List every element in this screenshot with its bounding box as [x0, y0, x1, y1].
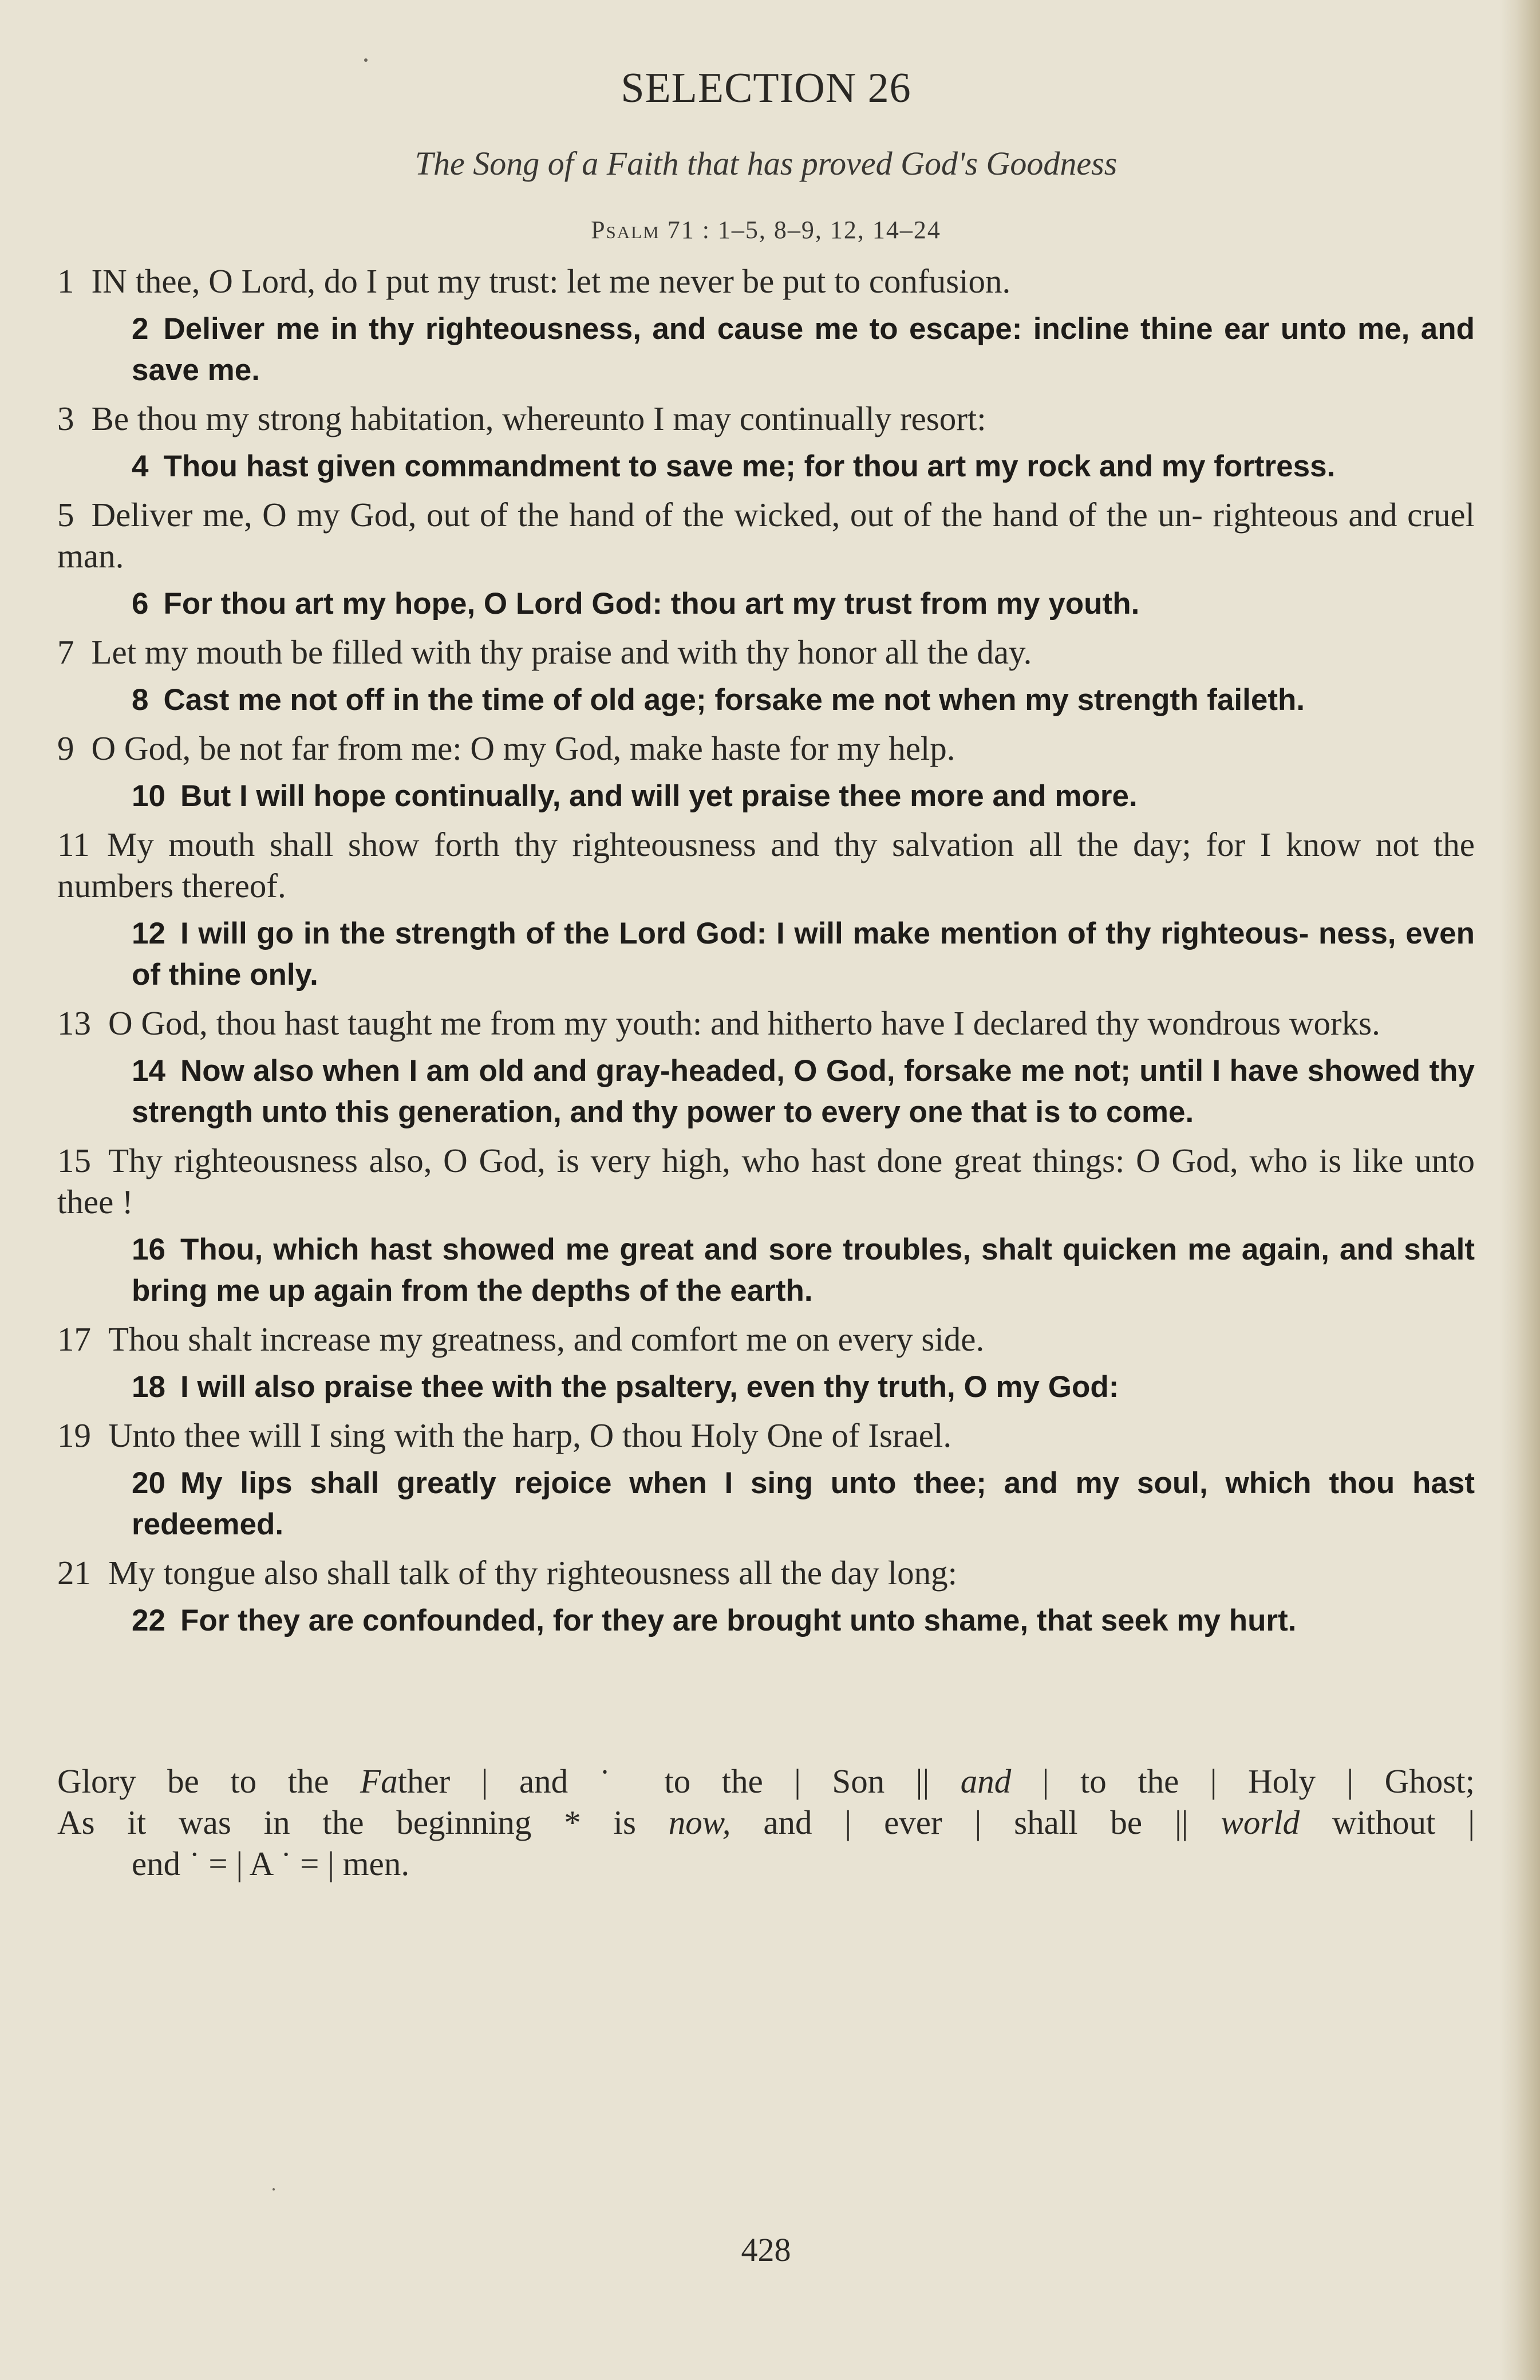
gloria-emphasis: Fa	[360, 1762, 398, 1800]
verse-text: IN thee, O Lord, do I put my trust: let me never be put to confusion.	[91, 262, 1011, 300]
gloria-text: without |	[1300, 1803, 1475, 1841]
verse-text: My tongue also shall talk of thy righteousness all the day long:	[108, 1554, 957, 1592]
verse-minister	[57, 261, 1475, 302]
verse-list	[57, 261, 1475, 1648]
print-speck	[273, 2188, 275, 2190]
verse-text: O God, thou hast taught me from my youth: and hitherto have I declared thy wondrous works.	[108, 1004, 1380, 1042]
verse-text: Let my mouth be filled with thy praise and with thy honor all the day.	[91, 633, 1032, 671]
verse-number: 7	[57, 633, 74, 671]
verse-people	[57, 583, 1475, 625]
gloria-emphasis: now,	[668, 1803, 731, 1841]
verse-people	[57, 1463, 1475, 1545]
verse-number: 14	[132, 1054, 165, 1088]
verse-number: 2	[132, 312, 149, 346]
verse-people	[57, 680, 1475, 721]
verse-people	[57, 446, 1475, 487]
verse-people	[57, 913, 1475, 996]
page-number: 428	[741, 2231, 791, 2268]
verse-number: 16	[132, 1233, 165, 1266]
gloria-patri	[57, 1761, 1475, 1884]
verse-text: Now also when I am old and gray-headed, O God, forsake me not; until I have showed thy strength unto this generation, and thy power to every one that is to come.	[132, 1054, 1475, 1129]
verse-number: 13	[57, 1004, 91, 1042]
verse-minister	[57, 398, 1475, 439]
gloria-line-1	[57, 1761, 1475, 1802]
verse-number: 8	[132, 683, 149, 717]
verse-number: 5	[57, 496, 74, 534]
verse-minister	[57, 1319, 1475, 1360]
verse-number: 20	[132, 1466, 165, 1500]
verse-text: For they are confounded, for they are brought unto shame, that seek my hurt.	[180, 1604, 1297, 1637]
verse-minister	[57, 1415, 1475, 1456]
gloria-text: and | ever | shall be ||	[730, 1803, 1221, 1841]
print-speck	[364, 58, 368, 62]
verse-number: 9	[57, 729, 74, 767]
verse-number: 19	[57, 1416, 91, 1454]
verse-number: 21	[57, 1554, 91, 1592]
gloria-emphasis: world	[1221, 1803, 1300, 1841]
verse-text: Thou hast given commandment to save me; for thou art my rock and my fortress.	[163, 449, 1336, 483]
verse-text: Cast me not off in the time of old age; forsake me not when my strength faileth.	[163, 683, 1305, 717]
psalm-verses: 71 : 1–5, 8–9, 12, 14–24	[660, 216, 941, 244]
verse-minister	[57, 1140, 1475, 1222]
verse-people	[57, 1051, 1475, 1133]
gloria-text: ther | and ˙ to the | Son ||	[397, 1762, 961, 1800]
verse-text: Unto thee will I sing with the harp, O thou Holy One of Israel.	[108, 1416, 952, 1454]
verse-number: 1	[57, 262, 74, 300]
verse-number: 10	[132, 779, 165, 813]
verse-text: I will go in the strength of the Lord God: I will make mention of thy righteous- ness, even of thine only.	[132, 917, 1475, 992]
verse-text: Deliver me, O my God, out of the hand of the wicked, out of the hand of the un- righteous and cruel man.	[57, 496, 1475, 575]
selection-subtitle: The Song of a Faith that has proved God's Goodness	[414, 145, 1118, 182]
verse-text: I will also praise thee with the psaltery, even thy truth, O my God:	[180, 1370, 1119, 1404]
verse-number: 22	[132, 1604, 165, 1637]
verse-people	[57, 1600, 1475, 1641]
verse-minister	[57, 631, 1475, 673]
verse-people	[57, 1229, 1475, 1312]
verse-text: But I will hope continually, and will yet praise thee more and more.	[180, 779, 1138, 813]
verse-text: Thy righteousness also, O God, is very high, who hast done great things: O God, who is like unto thee !	[57, 1142, 1475, 1221]
verse-text: Thou, which hast showed me great and sore troubles, shalt quicken me again, and shalt bring me up again from the depths of the earth.	[132, 1233, 1475, 1308]
gloria-line-3: end ˙ = | A ˙ = | men.	[132, 1845, 410, 1882]
verse-number: 18	[132, 1370, 165, 1404]
verse-minister	[57, 1552, 1475, 1593]
verse-number: 11	[57, 826, 90, 863]
verse-number: 15	[57, 1142, 91, 1179]
psalm-label: Psalm	[591, 216, 660, 244]
verse-text: For thou art my hope, O Lord God: thou art my trust from my youth.	[163, 587, 1140, 621]
verse-text: My mouth shall show forth thy righteousness and thy salvation all the day; for I know not the numbers thereof.	[57, 826, 1475, 905]
verse-people	[57, 1367, 1475, 1408]
page-edge	[1500, 0, 1540, 2380]
psalm-reference	[57, 215, 1475, 244]
verse-text: Be thou my strong habitation, whereunto I may continually resort:	[91, 400, 986, 437]
verse-text: O God, be not far from me: O my God, make haste for my help.	[91, 729, 955, 767]
verse-people	[57, 309, 1475, 391]
gloria-text: As it was in the beginning * is	[57, 1803, 669, 1841]
verse-number: 12	[132, 917, 165, 950]
verse-minister	[57, 824, 1475, 906]
verse-number: 3	[57, 400, 74, 437]
verse-text: Thou shalt increase my greatness, and comfort me on every side.	[108, 1320, 985, 1358]
verse-text: My lips shall greatly rejoice when I sing unto thee; and my soul, which thou hast redeemed.	[132, 1466, 1475, 1541]
verse-people	[57, 776, 1475, 817]
gloria-line-2	[57, 1802, 1475, 1843]
verse-number: 17	[57, 1320, 91, 1358]
gloria-emphasis: and	[960, 1762, 1012, 1800]
gloria-text: | to the | Holy | Ghost;	[1011, 1762, 1475, 1800]
verse-minister	[57, 728, 1475, 769]
verse-number: 6	[132, 587, 149, 621]
verse-minister	[57, 1002, 1475, 1044]
gloria-text: Glory be to the	[57, 1762, 361, 1800]
verse-minister	[57, 494, 1475, 577]
verse-text: Deliver me in thy righteousness, and cause me to escape: incline thine ear unto me, and save me.	[132, 312, 1475, 387]
verse-number: 4	[132, 449, 149, 483]
page-title: SELECTION 26	[621, 65, 911, 112]
